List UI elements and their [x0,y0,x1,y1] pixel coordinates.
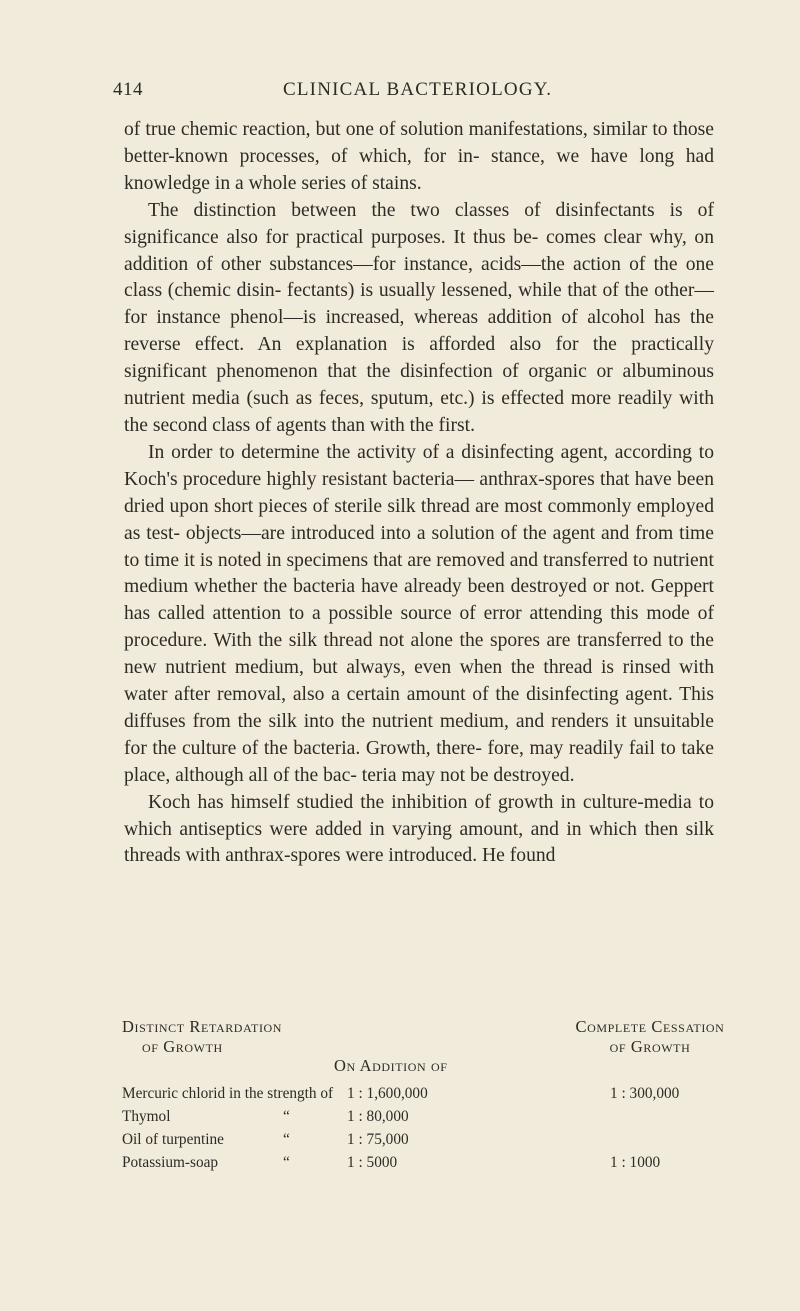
table-row [122,1152,722,1174]
ditto-mark: “ [283,1154,290,1171]
table-row [122,1106,722,1128]
cessation-ratio: 1 : 1000 [610,1154,661,1171]
header-distinct-retardation [122,1017,382,1056]
disinfectant-table [122,1017,725,1197]
paragraph-3: In order to determine the activity of a disinfecting agent, according to Koch's procedure highly resistant bacteria— anthrax-spores that have been dried upon short pieces of sterile silk thread are most commonly employed as test- objects—are introduced into a solution of the agent and from time to time it is noted in specimens that are removed and transferred to nutrient medium whether the bacteria have already been destroyed or not. Geppert has called attention to a possible source of error attending this mode of procedure. With the silk thread not alone the spores are transferred to the new nutrient medium, but always, even when the thread is rinsed with water after removal, also a certain amount of the disinfecting agent. This diffuses from the silk into the nutrient medium, and renders it unsuitable for the culture of the bacteria. Growth, there- fore, may readily fail to take place, although all of the bac- teria may not be destroyed. [124,441,714,786]
retardation-ratio: 1 : 1,600,000 [347,1085,428,1102]
header-right-line-1: Complete Cessation [575,1017,725,1036]
header-complete-cessation [570,1017,730,1056]
agent-name: Mercuric chlorid in the strength of [122,1085,334,1102]
retardation-ratio: 1 : 80,000 [347,1108,409,1125]
running-title: CLINICAL BACTERIOLOGY. [283,79,553,100]
retardation-ratio: 1 : 5000 [347,1154,398,1171]
agent-name: Potassium-soap [122,1154,219,1171]
paragraph-4: Koch has himself studied the inhibition of growth in culture-media to which antiseptics were added in varying amount, and in which then silk threads with anthrax-spores were introduced. He found [124,791,714,867]
page-number: 414 [113,79,143,100]
paragraph-2: The distinction between the two classes of disinfectants is of significance also for practical purposes. It thus be- comes clear why, on addition of other substances—for instance, acids—the action of the one class (chemic disin- fectants) is usually lessened, while that of the other—for instance phenol—is increased, whereas addition of alcohol has the reverse effect. An explanation is afforded also for the practically significant phenomenon that the disinfection of organic or albuminous nutrient media (such as feces, sputum, etc.) is effected more readily with the second class of agents than with the first. [124,199,714,436]
header-left-line-1: Distinct Retardation [122,1017,283,1036]
page-header [0,79,800,107]
header-left-line-2: of Growth [142,1036,223,1056]
agent-name: Thymol [122,1108,171,1125]
header-right-line-2: of Growth [609,1036,691,1056]
paragraph-1: of true chemic reaction, but one of solution manifestations, similar to those better-known processes, of which, for in- stance, we have long had knowledge in a whole series of stains. [124,119,714,194]
cessation-ratio: 1 : 300,000 [610,1085,680,1102]
table-row [122,1129,722,1151]
agent-name: Oil of turpentine [122,1131,224,1148]
ditto-mark: “ [283,1108,290,1125]
header-on-addition: On Addition of [334,1056,448,1075]
ditto-mark: “ [283,1131,290,1148]
retardation-ratio: 1 : 75,000 [347,1131,409,1148]
body-text [124,117,714,870]
table-row [122,1083,722,1105]
